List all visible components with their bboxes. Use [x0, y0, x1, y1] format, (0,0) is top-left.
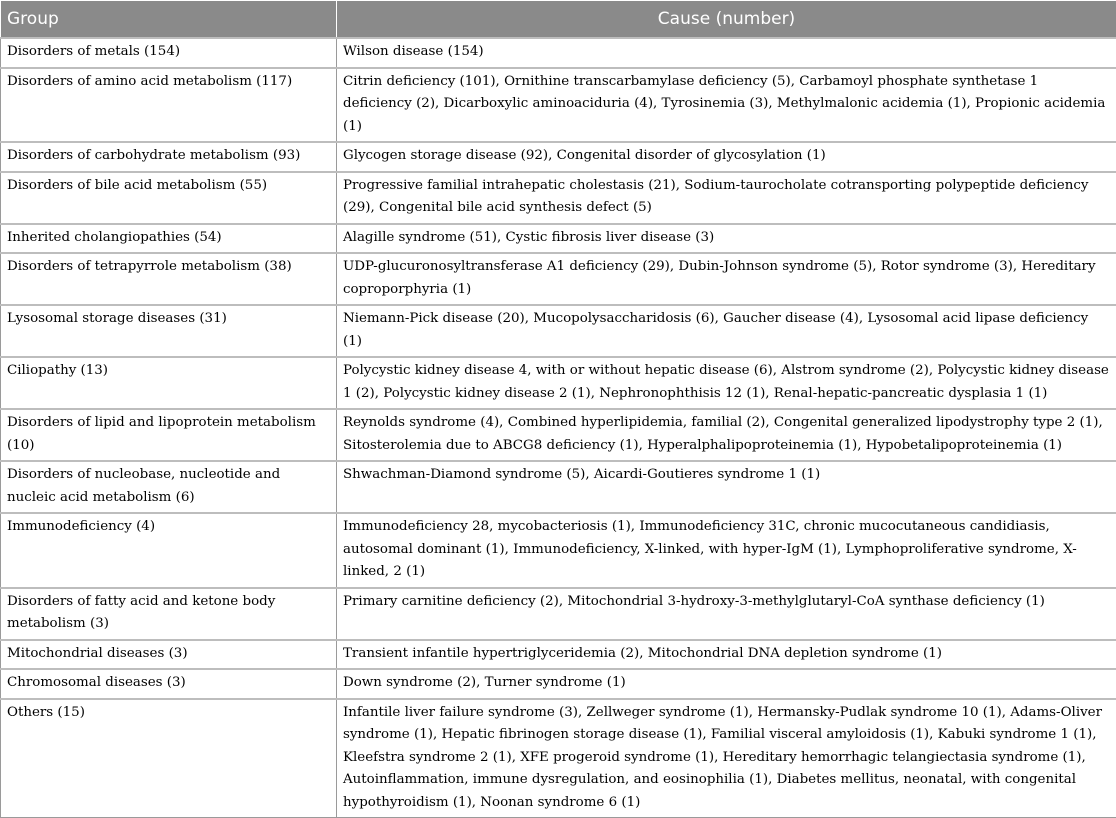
table-row — [1, 305, 1116, 357]
cause-cell: Down syndrome (2), Turner syndrome (1) — [337, 669, 1116, 699]
table-header — [1, 1, 1116, 39]
table-row — [1, 142, 1116, 172]
table-body — [1, 38, 1116, 818]
cause-column-header: Cause (number) — [337, 1, 1116, 39]
group-cell: Disorders of lipid and lipoprotein metabolism (10) — [1, 409, 337, 461]
cause-cell: Shwachman-Diamond syndrome (5), Aicardi-Goutieres syndrome 1 (1) — [337, 461, 1116, 513]
table-row — [1, 461, 1116, 513]
cause-cell: Immunodeficiency 28, mycobacteriosis (1), Immunodeficiency 31C, chronic mucocutaneous candidiasis, autosomal dominant (1), Immunodeficiency, X-linked, with hyper-IgM (1), Lymphoproliferative syndrome, X-linked, 2 (1) — [337, 513, 1116, 588]
cause-cell: Glycogen storage disease (92), Congenital disorder of glycosylation (1) — [337, 142, 1116, 172]
group-cell: Disorders of amino acid metabolism (117) — [1, 68, 337, 143]
cause-cell: Alagille syndrome (51), Cystic fibrosis liver disease (3) — [337, 224, 1116, 254]
cause-cell: Transient infantile hypertriglyceridemia (2), Mitochondrial DNA depletion syndrome (1) — [337, 640, 1116, 670]
table-row — [1, 68, 1116, 143]
table-row — [1, 588, 1116, 640]
group-cell: Disorders of carbohydrate metabolism (93) — [1, 142, 337, 172]
table-row — [1, 699, 1116, 818]
cause-cell: Citrin deficiency (101), Ornithine transcarbamylase deficiency (5), Carbamoyl phosphate synthetase 1 deficiency (2), Dicarboxylic aminoaciduria (4), Tyrosinemia (3), Methylmalonic acidemia (1), Propionic acidemia (1) — [337, 68, 1116, 143]
cause-cell: Primary carnitine deficiency (2), Mitochondrial 3-hydroxy-3-methylglutaryl-CoA synthase deficiency (1) — [337, 588, 1116, 640]
table-row — [1, 224, 1116, 254]
group-cell: Ciliopathy (13) — [1, 357, 337, 409]
table-row — [1, 640, 1116, 670]
table-row — [1, 357, 1116, 409]
group-cell: Disorders of bile acid metabolism (55) — [1, 172, 337, 224]
cause-cell: Wilson disease (154) — [337, 38, 1116, 68]
group-cell: Disorders of tetrapyrrole metabolism (38) — [1, 253, 337, 305]
group-cell: Mitochondrial diseases (3) — [1, 640, 337, 670]
table-row — [1, 669, 1116, 699]
cause-cell: Niemann-Pick disease (20), Mucopolysaccharidosis (6), Gaucher disease (4), Lysosomal acid lipase deficiency (1) — [337, 305, 1116, 357]
cause-cell: Progressive familial intrahepatic cholestasis (21), Sodium-taurocholate cotransporting polypeptide deficiency (29), Congenital bile acid synthesis defect (5) — [337, 172, 1116, 224]
group-cell: Inherited cholangiopathies (54) — [1, 224, 337, 254]
header-row — [1, 1, 1116, 39]
cause-cell: Infantile liver failure syndrome (3), Zellweger syndrome (1), Hermansky-Pudlak syndrome 10 (1), Adams-Oliver syndrome (1), Hepatic fibrinogen storage disease (1), Familial visceral amyloidosis (1), Kabuki syndrome 1 (1), Kleefstra syndrome 2 (1), XFE progeroid syndrome (1), Hereditary hemorrhagic telangiectasia syndrome (1), Autoinflammation, immune dysregulation, and eosinophilia (1), Diabetes mellitus, neonatal, with congenital hypothyroidism (1), Noonan syndrome 6 (1) — [337, 699, 1116, 818]
table-row — [1, 409, 1116, 461]
cause-cell: Polycystic kidney disease 4, with or without hepatic disease (6), Alstrom syndrome (2), Polycystic kidney disease 1 (2), Polycystic kidney disease 2 (1), Nephronophthisis 12 (1), Renal-hepatic-pancreatic dysplasia 1 (1) — [337, 357, 1116, 409]
table-row — [1, 253, 1116, 305]
table-row — [1, 38, 1116, 68]
group-cell: Disorders of metals (154) — [1, 38, 337, 68]
group-cell: Lysosomal storage diseases (31) — [1, 305, 337, 357]
group-cell: Others (15) — [1, 699, 337, 818]
table-row — [1, 513, 1116, 588]
group-cell: Disorders of fatty acid and ketone body metabolism (3) — [1, 588, 337, 640]
table-row — [1, 172, 1116, 224]
group-column-header: Group — [1, 1, 337, 39]
group-cell: Chromosomal diseases (3) — [1, 669, 337, 699]
cause-cell: Reynolds syndrome (4), Combined hyperlipidemia, familial (2), Congenital generalized lipodystrophy type 2 (1), Sitosterolemia due to ABCG8 deficiency (1), Hyperalphalipoproteinemia (1), Hypobetalipoproteinemia (1) — [337, 409, 1116, 461]
group-cell: Immunodeficiency (4) — [1, 513, 337, 588]
group-cell: Disorders of nucleobase, nucleotide and nucleic acid metabolism (6) — [1, 461, 337, 513]
cause-cell: UDP-glucuronosyltransferase A1 deficiency (29), Dubin-Johnson syndrome (5), Rotor syndrome (3), Hereditary coproporphyria (1) — [337, 253, 1116, 305]
